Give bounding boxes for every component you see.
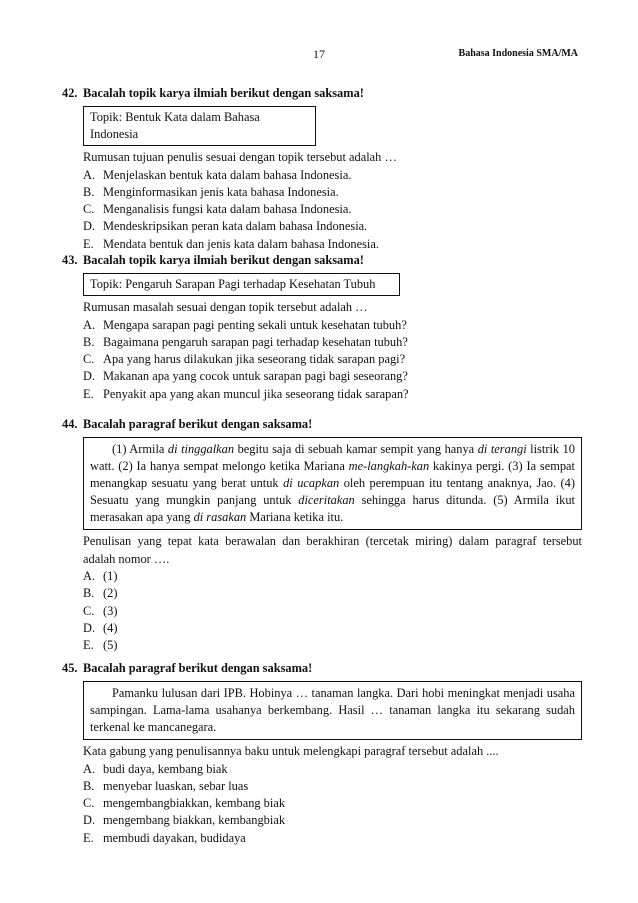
option-text: (4): [103, 620, 118, 635]
options-list: [83, 568, 582, 654]
options-list: [83, 761, 582, 847]
paragraph-text: Pamanku lulusan dari IPB. Hobinya … tanaman langka. Dari hobi meningkat menjadi usaha sampingan. Lama-lama usahanya berkembang. Hasil … tanaman langka itu sekarang sudah terkenal ke mancanegara.: [90, 686, 575, 734]
option-letter: E.: [83, 830, 94, 845]
option-letter: C.: [83, 796, 95, 811]
italic-word: diceritakan: [298, 493, 355, 507]
answer-option[interactable]: [83, 317, 582, 334]
option-letter: D.: [83, 219, 96, 234]
topic-box: Topik: Pengaruh Sarapan Pagi terhadap Kesehatan Tubuh: [83, 273, 400, 296]
paragraph-segment: kakinya pergi. (3) Ia sempat menangkap sesuatu yang berat untuk: [90, 459, 575, 490]
question-number: 43.: [62, 253, 78, 267]
options-list: [83, 167, 582, 253]
answer-option[interactable]: [83, 184, 582, 201]
option-text: (3): [103, 603, 118, 618]
question-43: [62, 252, 582, 403]
question-instruction: Bacalah topik karya ilmiah berikut dengan saksama!: [83, 253, 364, 267]
answer-option[interactable]: [83, 201, 582, 218]
option-letter: C.: [83, 352, 95, 367]
page-number: 17: [313, 47, 325, 61]
answer-option[interactable]: [83, 351, 582, 368]
option-letter: C.: [83, 202, 95, 217]
answer-option[interactable]: [83, 236, 582, 253]
option-text: Penyakit apa yang akan muncul jika seseorang tidak sarapan?: [103, 386, 409, 401]
answer-option[interactable]: [83, 637, 582, 654]
paragraph-box: [83, 437, 582, 530]
answer-option[interactable]: [83, 778, 582, 795]
option-text: mengembang biakkan, kembangbiak: [103, 813, 286, 828]
option-text: Makanan apa yang cocok untuk sarapan pagi bagi seseorang?: [103, 369, 408, 384]
book-title: Bahasa Indonesia SMA/MA: [458, 48, 578, 59]
option-text: membudi dayakan, budidaya: [103, 830, 246, 845]
paragraph-segment: listrik 10 watt. (2) Ia hanya sempat melongo ketika Mariana: [90, 442, 575, 473]
option-letter: B.: [83, 184, 95, 199]
option-text: Mengapa sarapan pagi penting sekali untuk kesehatan tubuh?: [103, 317, 407, 332]
answer-option[interactable]: [83, 386, 582, 403]
option-letter: A.: [83, 761, 96, 776]
question-number: 42.: [62, 86, 78, 100]
paragraph-text: [90, 442, 575, 524]
option-text: Bagaimana pengaruh sarapan pagi terhadap kesehatan tubuh?: [103, 334, 408, 349]
italic-word: me-langkah-kan: [348, 459, 430, 473]
option-text: Mendeskripsikan peran kata dalam bahasa Indonesia.: [103, 219, 368, 234]
italic-word: di terangi: [477, 442, 527, 456]
option-text: Menginformasikan jenis kata bahasa Indonesia.: [103, 184, 339, 199]
paragraph-segment: sehingga harus ditunda. (5) Armila ikut merasakan apa yang: [90, 493, 576, 524]
question-header: [62, 660, 582, 677]
option-letter: D.: [83, 813, 96, 828]
option-letter: E.: [83, 386, 94, 401]
option-text: (1): [103, 569, 118, 583]
question-header: [62, 252, 582, 269]
question-instruction: Bacalah paragraf berikut dengan saksama!: [83, 417, 313, 431]
question-number: 44.: [62, 417, 78, 431]
question-stem: Kata gabung yang penulisannya baku untuk melengkapi paragraf tersebut adalah ....: [83, 744, 499, 758]
option-text: Apa yang harus dilakukan jika seseorang tidak sarapan pagi?: [103, 352, 406, 367]
question-stem: Rumusan masalah sesuai dengan topik tersebut adalah …: [83, 300, 368, 314]
option-text: (5): [103, 638, 118, 653]
answer-option[interactable]: [83, 603, 582, 620]
italic-word: di tinggalkan: [167, 442, 235, 456]
question-instruction: Bacalah topik karya ilmiah berikut dengan saksama!: [83, 86, 364, 100]
option-letter: C.: [83, 603, 95, 618]
answer-option[interactable]: [83, 620, 582, 637]
paragraph-segment: begitu saja di sebuah kamar sempit yang hanya: [234, 442, 478, 456]
question-stem: Rumusan tujuan penulis sesuai dengan topik tersebut adalah …: [83, 150, 397, 164]
italic-word: di rasakan: [193, 510, 247, 524]
option-letter: B.: [83, 334, 95, 349]
answer-option[interactable]: [83, 812, 582, 829]
question-header: [62, 85, 582, 102]
question-header: [62, 416, 582, 433]
answer-option[interactable]: [83, 568, 582, 585]
option-letter: A.: [83, 569, 96, 583]
option-letter: A.: [83, 167, 96, 182]
answer-option[interactable]: [83, 167, 582, 184]
answer-option[interactable]: [83, 761, 582, 778]
answer-option[interactable]: [83, 368, 582, 385]
question-instruction: Bacalah paragraf berikut dengan saksama!: [83, 661, 313, 675]
question-44: [62, 416, 582, 654]
options-list: [83, 317, 582, 403]
question-45: [62, 660, 582, 847]
paragraph-segment: Mariana ketika itu.: [246, 510, 344, 524]
option-letter: E.: [83, 236, 94, 251]
option-letter: D.: [83, 369, 96, 384]
option-text: Mendata bentuk dan jenis kata dalam bahasa Indonesia.: [103, 236, 379, 251]
question-number: 45.: [62, 661, 78, 675]
option-letter: A.: [83, 317, 96, 332]
option-letter: E.: [83, 638, 94, 653]
option-text: Menjelaskan bentuk kata dalam bahasa Indonesia.: [103, 167, 352, 182]
answer-option[interactable]: [83, 334, 582, 351]
paragraph-segment: oleh perempuan itu tentang anaknya, Jao. (4) Sesuatu yang mungkin panjang untuk: [90, 476, 575, 507]
option-letter: D.: [83, 620, 96, 635]
option-text: Menganalisis fungsi kata dalam bahasa Indonesia.: [103, 202, 352, 217]
question-42: [62, 85, 582, 253]
option-text: mengembangbiakkan, kembang biak: [103, 796, 286, 811]
italic-word: di ucapkan: [283, 476, 340, 490]
topic-box: Topik: Bentuk Kata dalam Bahasa Indonesia: [83, 106, 316, 146]
option-text: menyebar luaskan, sebar luas: [103, 778, 249, 793]
paragraph-segment: (1) Armila: [112, 442, 168, 456]
answer-option[interactable]: [83, 218, 582, 235]
option-text: (2): [103, 586, 118, 601]
option-letter: B.: [83, 778, 95, 793]
answer-option[interactable]: [83, 830, 582, 847]
option-text: budi daya, kembang biak: [103, 761, 228, 776]
page-header: [0, 47, 638, 65]
question-stem: Penulisan yang tepat kata berawalan dan berakhiran (tercetak miring) dalam paragraf tersebut adalah nomor ….: [83, 534, 582, 566]
answer-option[interactable]: [83, 585, 582, 602]
paragraph-box: [83, 681, 582, 740]
answer-option[interactable]: [83, 795, 582, 812]
option-letter: B.: [83, 586, 95, 601]
